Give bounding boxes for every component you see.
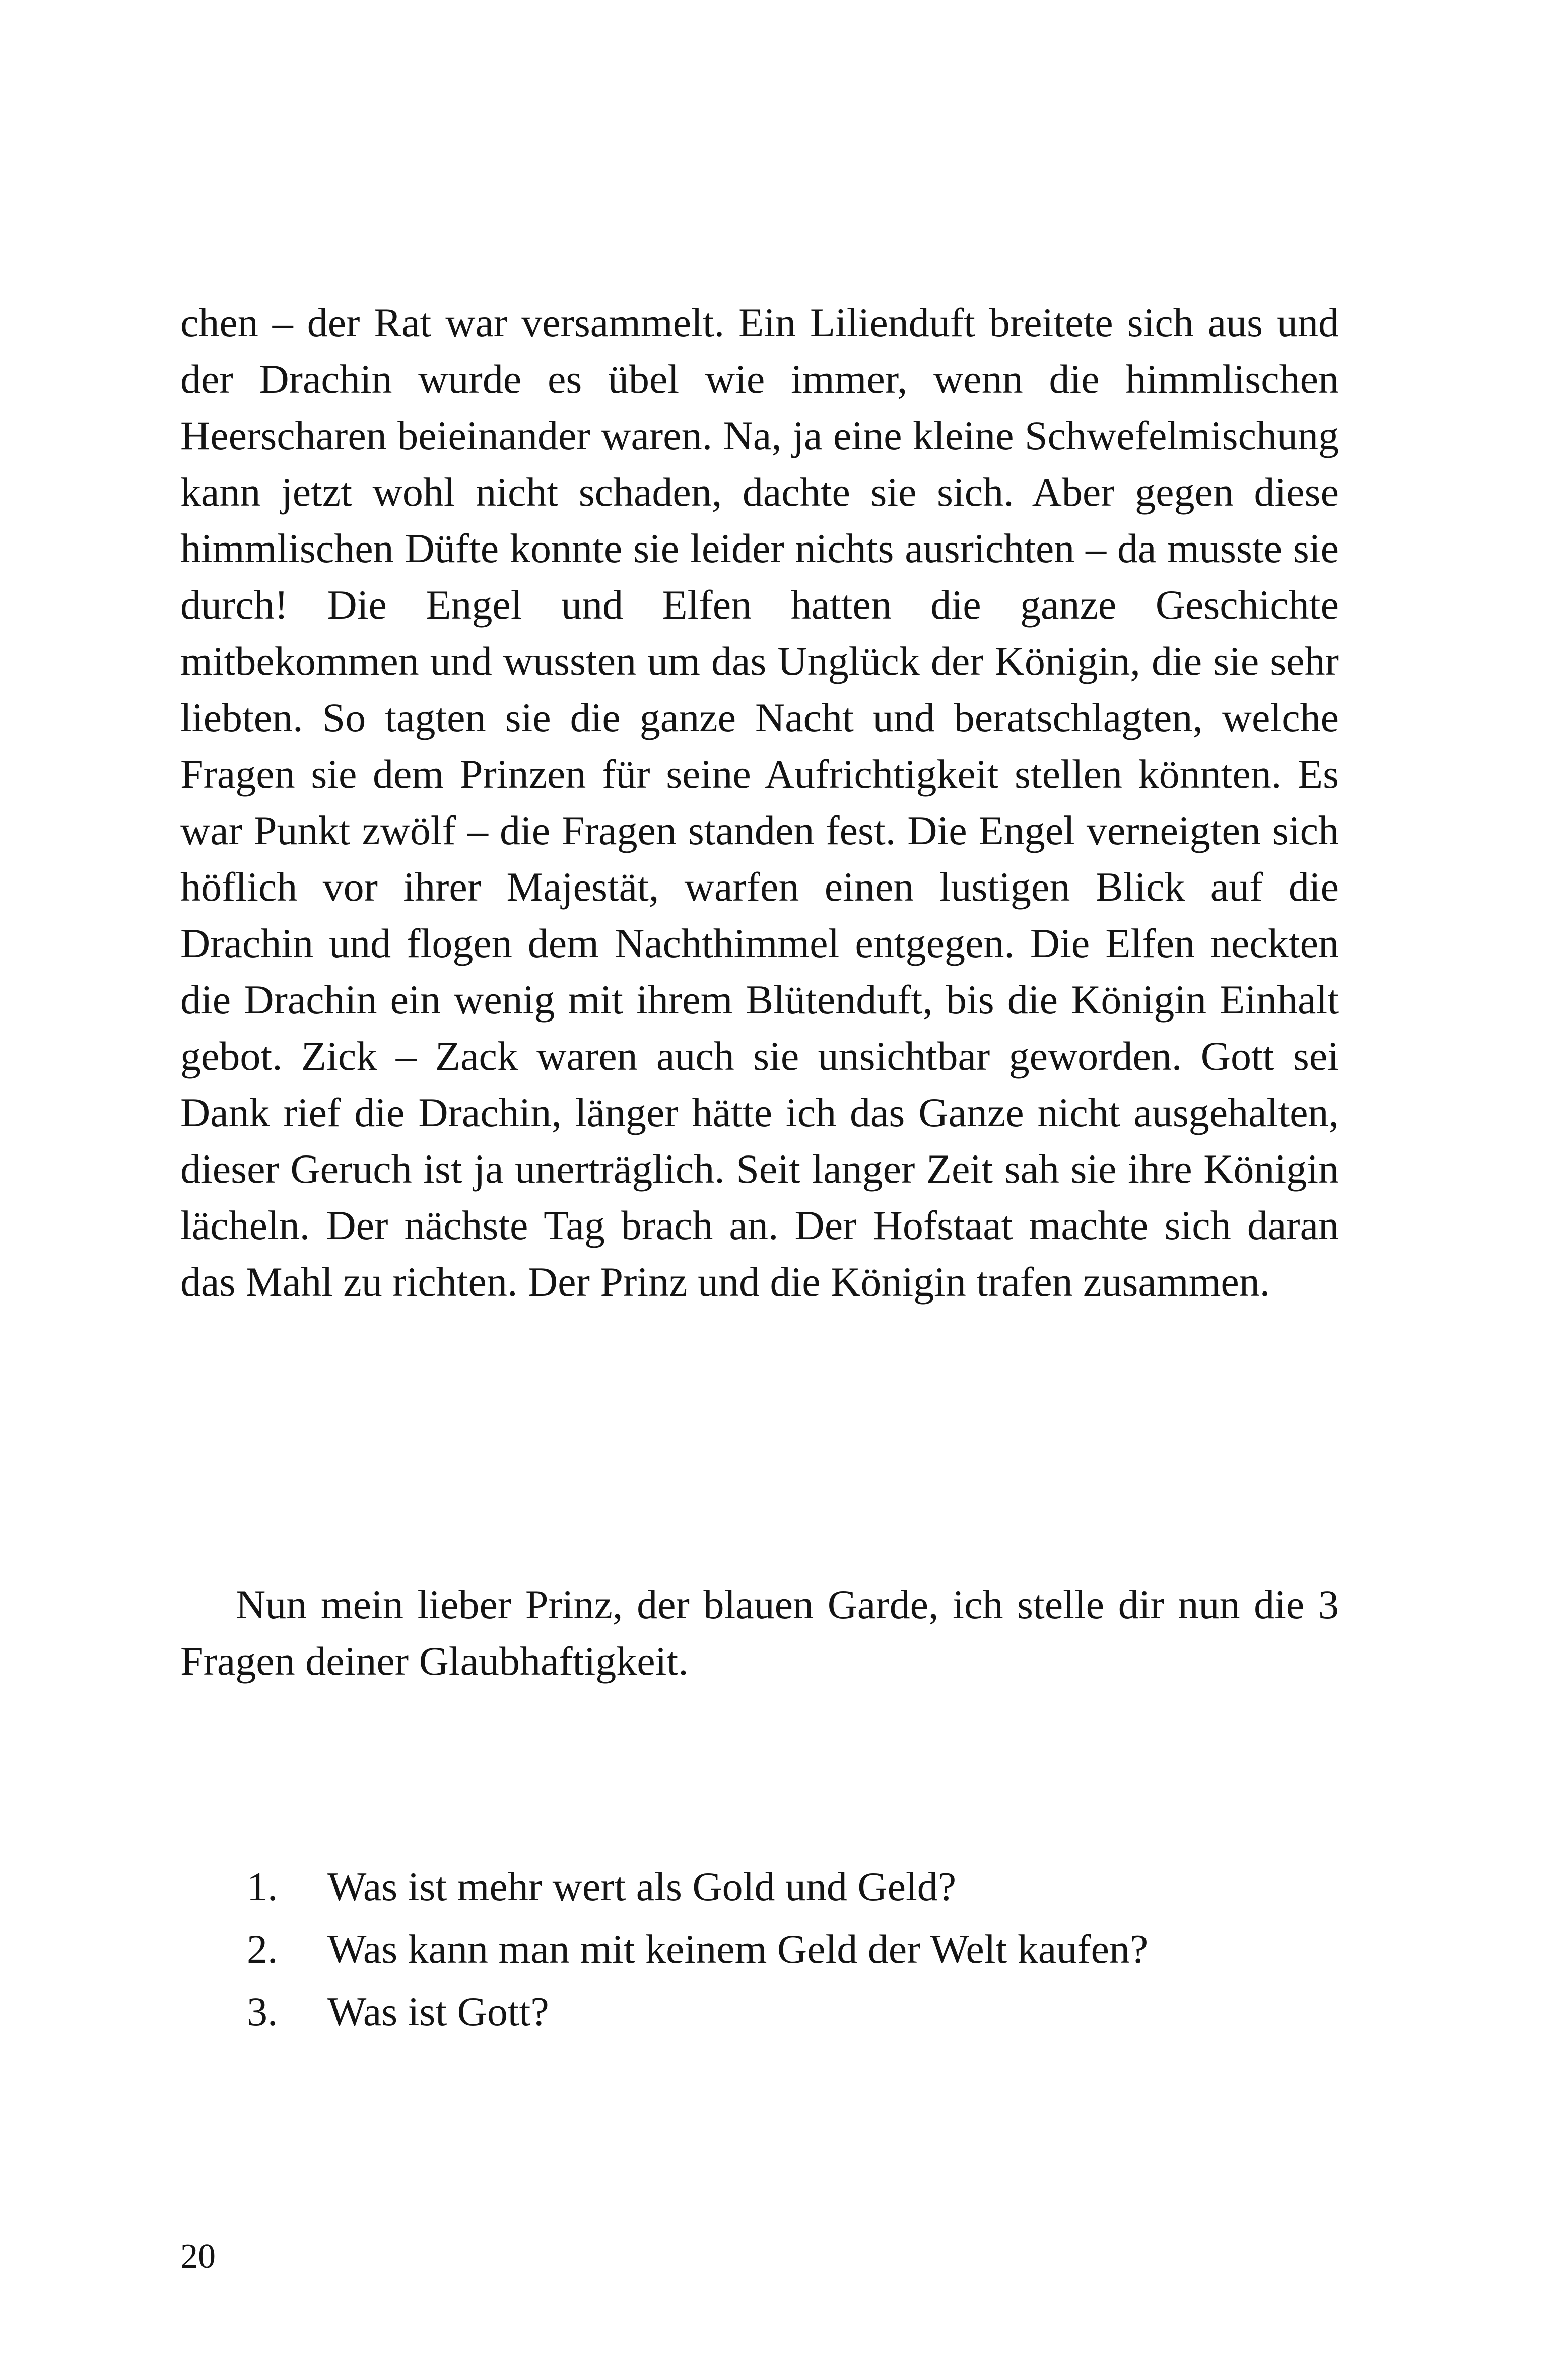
page-number: 20 — [180, 2237, 216, 2276]
questions-list — [247, 1859, 1340, 2046]
question-text: Was ist Gott? — [327, 1989, 549, 2034]
list-item — [247, 1921, 1340, 1978]
list-item — [247, 1984, 1340, 2040]
question-number: 2. — [247, 1926, 278, 1972]
question-text: Was ist mehr wert als Gold und Geld? — [327, 1864, 957, 1910]
question-number: 1. — [247, 1864, 278, 1910]
body-paragraph — [180, 295, 1339, 1310]
paragraph-1: chen – der Rat war versammelt. Ein Lilienduft breitete sich aus und der Drachin wurde es übel wie immer, wenn die himmlischen Heerscharen beieinander waren. Na, ja eine kleine Schwefelmischung kann jetzt wohl nicht schaden, dachte sie sich. Aber gegen diese himmlischen Düfte konnte sie leider nichts ausrichten – da musste sie durch! Die Engel und Elfen hatten die ganze Geschichte mitbekommen und wussten um das Unglück der Königin, die sie sehr liebten. So tagten sie die ganze Nacht und beratschlagten, welche Fragen sie dem Prinzen für seine Aufrichtigkeit stellen könnten. Es war Punkt zwölf – die Fragen standen fest. Die Engel verneigten sich höflich vor ihrer Majestät, warfen einen lustigen Blick auf die Drachin und flogen dem Nachthimmel entgegen. Die Elfen neckten die Drachin ein wenig mit ihrem Blütenduft, bis die Königin Einhalt gebot. Zick – Zack waren auch sie unsichtbar geworden. Gott sei Dank rief die Drachin, länger hätte ich das Ganze nicht ausgehalten, dieser Geruch ist ja unerträglich. Seit langer Zeit sah sie ihre Königin lächeln. Der nächste Tag brach an. Der Hofstaat machte sich daran das Mahl zu richten. Der Prinz und die Königin trafen zusammen. — [180, 300, 1339, 1305]
question-number: 3. — [247, 1989, 278, 2034]
list-item — [247, 1859, 1340, 1915]
question-text: Was kann man mit keinem Geld der Welt kaufen? — [327, 1926, 1149, 1972]
paragraph-2: Nun mein lieber Prinz, der blauen Garde, ich stelle dir nun die 3 Fragen deiner Glaubhaftigkeit. — [180, 1582, 1339, 1684]
